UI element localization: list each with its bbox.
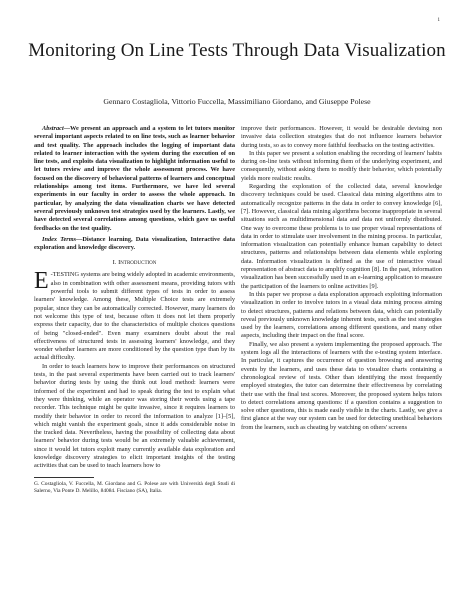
abstract-label: Abstract (42, 125, 64, 132)
right-column (241, 125, 442, 432)
footnote: G. Costagliola, V. Fuccella, M. Giordano and G. Polese are with Università degli Studi di Salerno, Via Ponte D. Melillo, 84084. Fisciano (SA), Italia. (34, 480, 235, 494)
right-paragraph-2: In this paper we present a solution enabling the recording of learners' habits during on-line tests without informing them of the underlying experiment, and consequently, without asking them to modify their behavior, which potentially yields more realistic results. (241, 149, 442, 182)
paper-title: Monitoring On Line Tests Through Data Visualization (28, 40, 446, 61)
drop-cap: E (34, 268, 49, 295)
abstract (34, 125, 235, 233)
abstract-text: —We present an approach and a system to let tutors monitor several important aspects related to on line tests, such as learner behavior and test quality. The approach includes the logging of important data related to learner interaction with the system during the execution of on line tests, and exploits data visualization to highlight information useful to let tutors review and improve the whole assessment process. We have focused on the discovery of behavioral patterns of learners and conceptual relationships among test items. Furthermore, we have led several experiments in our faculty in order to assess the whole approach. In particular, by analyzing the data visualization charts we have detected several previously unknown test strategies used by the learners. Lastly, we have detected several correlations among questions, which gave us useful feedbacks on the test quality. (34, 125, 235, 232)
right-paragraph-4: In this paper we propose a data exploration approach exploiting information visualization in order to involve tutors in a visual data mining process aiming to detect structures, patterns and relations between data, which can potentially reveal previously unknown knowledge inherent tests, such as the test strategies used by the learners, correlations among different questions, and many other aspects, including their impact on the final score. (241, 290, 442, 340)
intro-paragraph-1 (34, 268, 235, 362)
index-terms-label: Index Terms (42, 235, 77, 243)
author-list: Gennaro Costagliola, Vittorio Fuccella, Massimiliano Giordano, and Giuseppe Polese (103, 97, 371, 106)
intro-paragraph-2: In order to teach learners how to improve their performances on structured tests, in the past several experiments have been carried out to track learners' behavior during tests by using the think out loud method: learners were informed of the experiment and had to speak during the test to explain what they were thinking, while an operator was storing their words using a tape recorder. This technique might be quite invasive, since it requires learners to modify their behavior in order to record the information to analyze [1]–[5], which might vanish the experiment goals, since it adds considerable noise in the tracked data. Nevertheless, having the possibility of collecting data about learners' behavior during tests would be an extremely valuable achievement, since it would let tutors exploit many currently available data exploration and knowledge discovery strategies to elicit important insights of the testing activities that can be used to teach learners how to (34, 362, 235, 470)
right-paragraph-3: Regarding the exploration of the collected data, several knowledge discovery techniques could be used. Classical data mining algorithms aim to automatically recognize patterns in the data in order to convey knowledge [6], [7]. However, classical data mining algorithms become inappropriate in several situations such as multidimensional data and data not uniformly distributed. One way to overcome these problems is to use proper visual representations of data in order to stimulate user involvement in the mining process. In particular, information visualization can potentially enhance human capability to detect structures, patterns and relationships between data elements while exploring data. Information visualization is defined as the use of interactive visual representation of abstract data to amplify cognition [8]. In the past, information visualization has been successfully used in an e-learning application to measure the participation of the learners to online activities [9]. (241, 183, 442, 290)
left-column (34, 125, 235, 495)
right-paragraph-1: improve their performances. However, it would be desirable devising non invasive data collection strategies that do not influence learners behavior during tests, so as to convey more faithful feedbacks on the testing activities. (241, 125, 442, 149)
index-terms (34, 236, 235, 253)
index-terms-text: —Distance learning, Data visualization, Interactive data exploration and knowledge discovery. (34, 235, 235, 252)
footnote-rule (34, 477, 94, 478)
page-number: 1 (437, 18, 440, 23)
intro-paragraph-1-text: -TESTING systems are being widely adopted in academic environments, also in combination with other assessment means, providing tutors with powerful tools to submit different types of tests in order to assess learners' knowledge. Among these, Multiple Choice tests are extremely popular, since they can be automatically corrected. However, many learners do not welcome this type of test, because often it does not let them properly express their capacity, due to the characteristics of multiple choices questions of being "closed-ended". Even many examiners doubt about the real effectiveness of structured tests in assessing learners' knowledge, and they wonder whether learners are more conditioned by the question type than by its actual difficulty. (34, 271, 235, 362)
section-heading: I. Introduction (112, 259, 157, 267)
right-paragraph-5: Finally, we also present a system implementing the proposed approach. The system logs all the interactions of learners with the e-testing system interface. In particular, it captures the occurrence of question browsing and answering events by the learners, and uses these data to visualize charts containing a chronological review of tests. Other than identifying the most frequently employed strategies, the tutor can determine their effectiveness by correlating their use with the final test scores. Moreover, the proposed system helps tutors to detect correlations among questions: if a question contains a suggestion to solve other questions, this is made easily visible in the charts. Lastly, we give a first glance at the way our system can be used for detecting unethical behaviors from the learners, such as cheating by watching on others' screens (241, 340, 442, 431)
